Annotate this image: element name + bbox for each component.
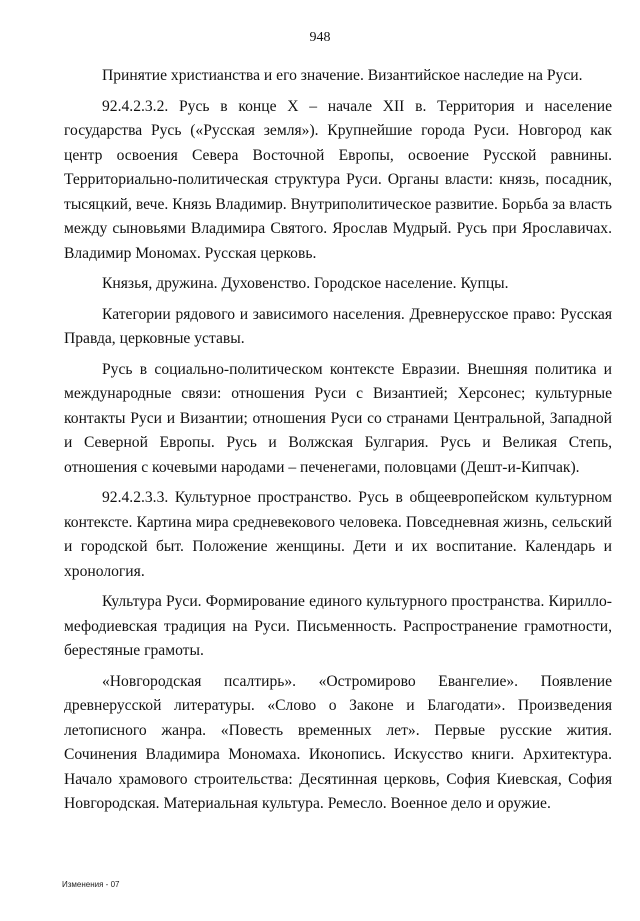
paragraph-cultural-space: 92.4.2.3.3. Культурное пространство. Русь в общеевропейском культурном контексте. Картина мира средневекового человека. Повседневная жизнь, сельский и городской быт. Положение женщины. Дети и их воспитание. Календарь и хронология. [64, 489, 612, 580]
paragraph-princes: Князья, дружина. Духовенство. Городское население. Купцы. [102, 275, 509, 292]
paragraph-eurasia-context: Русь в социально-политическом контексте Евразии. Внешняя политика и международные связи: отношения Руси с Византией; Херсонес; культурные контакты Руси и Византии; отношения Руси со странами Центральной, Западной и Северной Европы. Русь и Волжская Булгария. Русь и Великая Степь, отношения с кочевыми народами – печенегами, половцами (Дешт-и-Кипчак). [64, 360, 612, 476]
footer-revision: Изменения - 07 [62, 880, 120, 889]
paragraph-population-law: Категории рядового и зависимого населения. Древнерусское право: Русская Правда, церковные уставы. [64, 305, 612, 347]
paragraph-christianity: Принятие христианства и его значение. Византийское наследие на Руси. [102, 67, 583, 84]
paragraph-culture-rus: Культура Руси. Формирование единого культурного пространства. Кирилло-мефодиевская традиция на Руси. Письменность. Распространение грамотности, берестяные грамоты. [64, 593, 612, 659]
document-body [64, 64, 612, 823]
page-number: 948 [309, 30, 331, 45]
paragraph-literature-art: «Новгородская псалтирь». «Остромирово Евангелие». Появление древнерусской литературы. «Слово о Законе и Благодати». Произведения летописного жанра. «Повесть временных лет». Первые русские жития. Сочинения Владимира Мономаха. Иконопись. Искусство книги. Архитектура. Начало храмового строительства: Десятинная церковь, София Киевская, София Новгородская. Материальная культура. Ремесло. Военное дело и оружие. [64, 672, 612, 812]
paragraph-rus-territory: 92.4.2.3.2. Русь в конце X – начале XII в. Территория и население государства Русь («Русская земля»). Крупнейшие города Руси. Новгород как центр освоения Севера Восточной Европы, освоение Русской равнины. Территориально-политическая структура Руси. Органы власти: князь, посадник, тысяцкий, вече. Князь Владимир. Внутриполитическое развитие. Борьба за власть между сыновьями Владимира Святого. Ярослав Мудрый. Русь при Ярославичах. Владимир Мономах. Русская церковь. [64, 97, 612, 262]
